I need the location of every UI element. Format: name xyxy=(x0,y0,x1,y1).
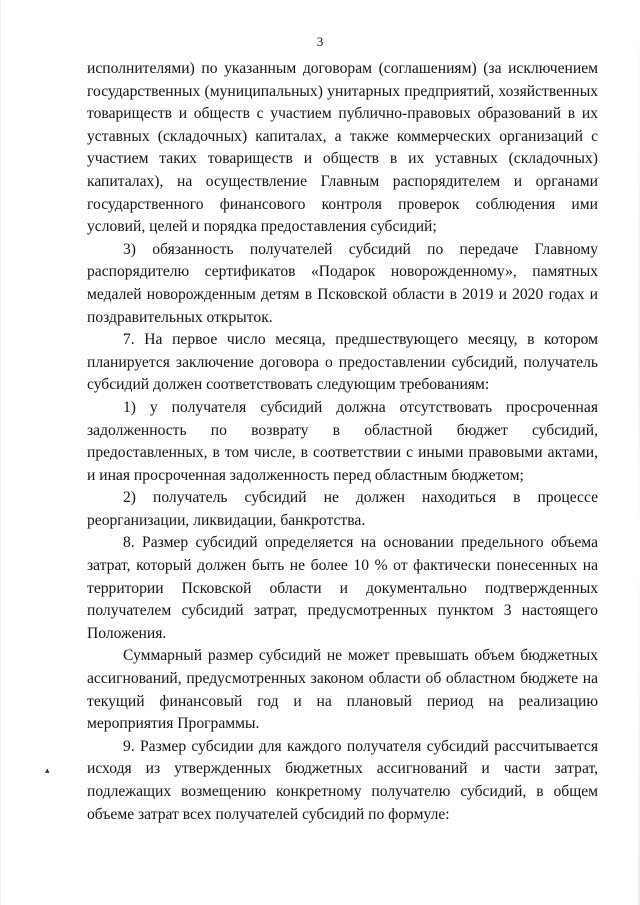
scan-edge-left xyxy=(0,0,1,905)
paragraph-clause-7: 7. На первое число месяца, предшествующего месяцу, в котором планируется заключение договора о предоставлении субсидий, получатель субсидий должен соответствовать следующим требованиям: xyxy=(87,331,598,394)
paragraph-continuation: исполнителями) по указанным договорам (соглашениям) (за исключением государственных (муниципальных) унитарных предприятий, хозяйственных товариществ и обществ с участием публично-правовых образований в их уставных (складочных) капиталах, а также коммерческих организаций с участием таких товариществ и обществ в их уставных (складочных) капиталах), на осуществление Главным распорядителем и органами государственного финансового контроля проверок соблюдения ими условий, целей и порядка предоставления субсидий; xyxy=(87,60,598,236)
scan-speck: ▴ xyxy=(45,765,50,775)
paragraph-clause-9: 9. Размер субсидии для каждого получателя субсидий рассчитывается исходя из утвержденных бюджетных ассигнований и части затрат, подлежащих возмещению конкретному получателю субсидий, в общем объеме затрат всех получателей субсидий по формуле: xyxy=(87,737,598,823)
paragraph-requirement-1: 1) у получателя субсидий должна отсутствовать просроченная задолженность по возврату в областной бюджет субсидий, предоставленных, в том числе, в соответствии с иными правовыми актами, и иная просроченная задолженность перед областным бюджетом; xyxy=(87,398,598,484)
page-number: 3 xyxy=(316,34,324,49)
paragraph-requirement-2: 2) получатель субсидий не должен находиться в процессе реорганизации, ликвидации, банкротства. xyxy=(87,489,598,529)
paragraph-total-limit: Суммарный размер субсидий не может превышать объем бюджетных ассигнований, предусмотренных законом области об областном бюджете на текущий финансовый год и на плановый период на реализацию мероприятия Программы. xyxy=(87,647,598,733)
paragraph-clause-8: 8. Размер субсидий определяется на основании предельного объема затрат, который должен быть не более 10 % от фактически понесенных на территории Псковской области и документально подтвержденных получателем субсидий затрат, предусмотренных пунктом 3 настоящего Положения. xyxy=(87,534,598,642)
paragraph-item-3: 3) обязанность получателей субсидий по передаче Главному распорядителю сертификатов «Подарок новорожденному», памятных медалей новорожденным детям в Псковской области в 2019 и 2020 годах и поздравительных открыток. xyxy=(87,240,598,326)
document-body xyxy=(87,58,598,826)
